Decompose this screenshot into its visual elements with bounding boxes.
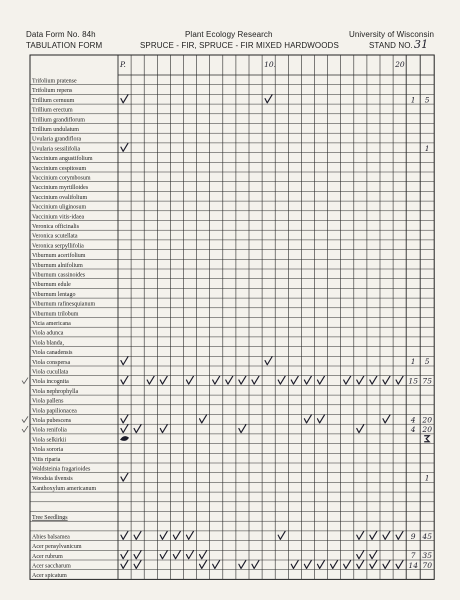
check-mark[interactable] <box>357 531 364 539</box>
section-heading: Tree Seedlings <box>32 514 68 521</box>
check-mark[interactable] <box>317 560 324 568</box>
species-name: Viburnum edule <box>32 282 71 289</box>
species-name: Vaccinium cespitosum <box>32 165 87 172</box>
species-name: Viburnum rafinesquianum <box>32 301 96 308</box>
species-name: Vaccinium angustifolium <box>32 156 93 163</box>
species-name: Trillium undulatum <box>32 126 79 133</box>
check-mark[interactable] <box>134 551 141 559</box>
check-mark[interactable] <box>344 376 351 384</box>
check-mark[interactable] <box>344 560 351 568</box>
frequency-percent[interactable]: 45 <box>422 531 432 541</box>
frequency-percent[interactable]: 1 <box>424 473 430 483</box>
check-mark[interactable] <box>252 376 259 384</box>
margin-check-icon <box>22 426 28 432</box>
species-name: Acer saccharum <box>32 563 71 570</box>
frequency-count[interactable]: 4 <box>410 425 416 435</box>
frequency-percent[interactable]: 5 <box>424 95 430 105</box>
species-name: Veronica officinalis <box>32 223 80 230</box>
margin-check-icon <box>22 378 28 384</box>
check-mark[interactable] <box>134 531 141 539</box>
species-name: Viola papilionacea <box>32 408 77 415</box>
frequency-percent[interactable]: 70 <box>422 560 432 570</box>
check-mark[interactable] <box>383 531 390 539</box>
frequency-percent[interactable]: 5 <box>424 357 430 367</box>
check-mark[interactable] <box>278 376 285 384</box>
check-mark[interactable] <box>121 376 128 384</box>
stand-number-value[interactable]: 31 <box>414 38 429 51</box>
species-name: Trifolium pratense <box>32 78 77 85</box>
margin-check-icon <box>22 416 28 422</box>
check-mark[interactable] <box>396 531 403 539</box>
check-mark[interactable] <box>265 95 272 103</box>
species-name: Viola pallens <box>32 398 64 405</box>
check-mark[interactable] <box>357 560 364 568</box>
stand-number-label: STAND NO. <box>369 41 413 50</box>
check-mark[interactable] <box>173 531 180 539</box>
species-name: Trillium erectum <box>32 107 73 114</box>
species-name: Trillium grandiflorum <box>32 117 85 124</box>
check-mark[interactable] <box>134 560 141 568</box>
check-mark[interactable] <box>186 531 193 539</box>
check-mark[interactable] <box>121 425 128 433</box>
species-name: Viburnum cassinoides <box>32 272 86 279</box>
species-name: Vitis riparia <box>32 456 61 463</box>
check-mark[interactable] <box>200 560 207 568</box>
species-name: Viola sororia <box>32 447 64 454</box>
frequency-percent[interactable]: 75 <box>422 376 432 386</box>
check-mark[interactable] <box>160 531 167 539</box>
check-mark[interactable] <box>134 425 141 433</box>
species-name: Viola selkirkii <box>32 437 67 444</box>
species-name: Woodsia ilvensis <box>32 476 73 483</box>
check-mark[interactable] <box>383 376 390 384</box>
check-mark[interactable] <box>213 376 220 384</box>
check-mark[interactable] <box>396 560 403 568</box>
frequency-percent[interactable]: 1 <box>424 143 430 153</box>
check-mark[interactable] <box>370 376 377 384</box>
check-mark[interactable] <box>160 425 167 433</box>
species-name: Viola conspersa <box>32 359 71 366</box>
frequency-count[interactable]: 4 <box>410 415 416 425</box>
check-mark[interactable] <box>121 415 128 423</box>
check-mark[interactable] <box>265 357 272 365</box>
species-name: Acer rubrum <box>32 553 63 560</box>
check-mark[interactable] <box>213 560 220 568</box>
check-mark[interactable] <box>121 95 128 103</box>
check-mark[interactable] <box>252 560 259 568</box>
check-mark[interactable] <box>331 560 338 568</box>
check-mark[interactable] <box>173 551 180 559</box>
frequency-count[interactable]: 7 <box>410 551 416 561</box>
column-label: 20 <box>395 60 405 69</box>
check-mark[interactable] <box>291 376 298 384</box>
frequency-percent[interactable]: 35 <box>422 551 432 561</box>
species-name: Viola incognita <box>32 379 69 386</box>
species-name: Acer pensylvanicum <box>32 544 82 551</box>
frequency-percent[interactable]: 20 <box>422 415 432 425</box>
species-name: Acer spicatum <box>32 573 67 580</box>
check-mark[interactable] <box>239 425 246 433</box>
species-name: Uvularia grandiflora <box>32 136 82 143</box>
species-name: Vaccinium vitis-idaea <box>32 214 85 221</box>
species-name: Viola adunca <box>32 330 64 337</box>
university: University of Wisconsin <box>349 30 434 39</box>
check-mark[interactable] <box>357 425 364 433</box>
frequency-count[interactable]: 1 <box>410 357 416 367</box>
check-mark[interactable] <box>304 415 311 423</box>
check-mark[interactable] <box>121 531 128 539</box>
species-name: Trifolium repens <box>32 88 73 95</box>
species-name: Trillium cernuum <box>32 97 75 104</box>
check-mark[interactable] <box>383 415 390 423</box>
species-name: Waldsteinia fragarioides <box>32 466 91 473</box>
check-mark[interactable] <box>304 560 311 568</box>
check-mark[interactable] <box>186 376 193 384</box>
check-mark[interactable] <box>278 531 285 539</box>
check-mark[interactable] <box>370 551 377 559</box>
frequency-count[interactable]: 1 <box>410 95 416 105</box>
frequency-count[interactable]: 15 <box>408 376 418 386</box>
table-border <box>30 55 434 579</box>
forest-type: SPRUCE - FIR, SPRUCE - FIR MIXED HARDWOODS <box>140 41 339 50</box>
species-name: Viburnum acerifolium <box>32 253 86 260</box>
column-label: P. <box>120 60 126 69</box>
check-mark[interactable] <box>317 415 324 423</box>
check-mark[interactable] <box>357 551 364 559</box>
organization: Plant Ecology Research <box>185 30 273 39</box>
species-name: Veronica scutellata <box>32 233 78 240</box>
check-mark[interactable] <box>200 415 207 423</box>
frequency-percent[interactable]: 20 <box>422 425 432 435</box>
check-mark[interactable] <box>121 143 128 151</box>
species-name: Viola blanda, <box>32 340 64 347</box>
species-name: Vaccinium corymbosum <box>32 175 91 182</box>
check-mark[interactable] <box>396 376 403 384</box>
check-mark[interactable] <box>357 376 364 384</box>
column-label: 10. <box>264 60 277 69</box>
species-name: Veronica serpyllifolia <box>32 243 84 250</box>
species-name: Vaccinium myrtilloides <box>32 185 89 192</box>
check-mark[interactable] <box>291 560 298 568</box>
species-name: Abies balsamea <box>32 534 70 541</box>
species-name: Viburnum lentago <box>32 291 76 298</box>
check-mark[interactable] <box>370 560 377 568</box>
check-mark[interactable] <box>226 376 233 384</box>
check-mark[interactable] <box>200 551 207 559</box>
check-mark[interactable] <box>160 376 167 384</box>
check-mark[interactable] <box>239 376 246 384</box>
check-mark[interactable] <box>121 551 128 559</box>
species-name: Xanthoxylum americanum <box>32 485 97 492</box>
check-mark[interactable] <box>383 560 390 568</box>
form-name: TABULATION FORM <box>26 41 103 50</box>
frequency-count[interactable]: 9 <box>410 531 416 541</box>
species-name: Viola nephrophylla <box>32 388 79 395</box>
check-mark[interactable] <box>239 560 246 568</box>
check-mark[interactable] <box>186 551 193 559</box>
ink-mark-icon <box>424 436 429 442</box>
species-name: Viburnum trilobum <box>32 311 79 318</box>
check-mark[interactable] <box>160 551 167 559</box>
frequency-count[interactable]: 14 <box>408 560 418 570</box>
check-mark[interactable] <box>147 376 154 384</box>
check-mark[interactable] <box>121 473 128 481</box>
species-name: Viola cucullata <box>32 369 69 376</box>
check-mark[interactable] <box>370 531 377 539</box>
check-mark[interactable] <box>121 560 128 568</box>
species-name: Viola pubescens <box>32 417 72 424</box>
ink-blot-icon <box>120 436 129 441</box>
species-name: Vaccinium uliginosum <box>32 204 87 211</box>
species-name: Viburnum alnifolium <box>32 262 83 269</box>
check-mark[interactable] <box>121 357 128 365</box>
species-name: Vicia americana <box>32 320 71 327</box>
species-name: Uvularia sessilifolia <box>32 146 81 153</box>
check-mark[interactable] <box>304 376 311 384</box>
check-mark[interactable] <box>317 376 324 384</box>
species-name: Vaccinium ovalifolium <box>32 194 88 201</box>
species-name: Viola renifolia <box>32 427 67 434</box>
form-number: Data Form No. 84h <box>26 30 96 39</box>
species-name: Viola canadensis <box>32 350 73 357</box>
